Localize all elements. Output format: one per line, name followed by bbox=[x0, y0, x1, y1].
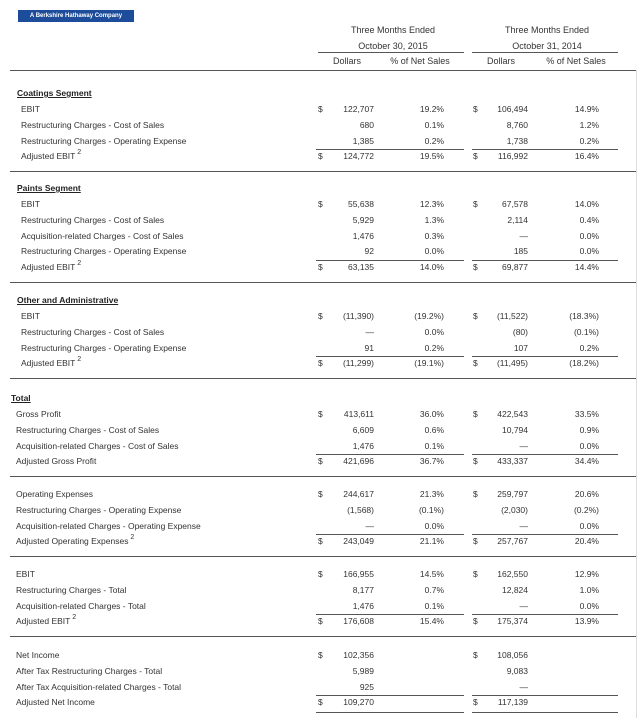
pct-2014: (18.2%) bbox=[569, 358, 599, 369]
dollars-2015: 92 bbox=[364, 246, 374, 257]
dollars-2015: — bbox=[365, 326, 374, 337]
pct-2014: 0.2% bbox=[579, 342, 599, 353]
pct-2015: 15.4% bbox=[419, 616, 444, 627]
dollars-2015: 243,049 bbox=[343, 536, 374, 547]
subtotal-rule bbox=[316, 534, 464, 535]
footnote-marker: 2 bbox=[128, 534, 135, 542]
currency-symbol: $ bbox=[318, 650, 323, 660]
row-label: Restructuring Charges - Operating Expense bbox=[21, 135, 187, 146]
subtotal-rule bbox=[316, 454, 464, 455]
dollars-2014: 2,114 bbox=[507, 214, 528, 225]
dollars-2014: 422,543 bbox=[497, 409, 528, 419]
dollars-2014: — bbox=[519, 600, 528, 611]
dollars-2014: 185 bbox=[513, 246, 528, 257]
pct-2015: 1.3% bbox=[424, 214, 444, 225]
pct-2014: 13.9% bbox=[574, 616, 599, 627]
row-label: After Tax Restructuring Charges - Total bbox=[16, 665, 163, 676]
row-label: Acquisition-related Charges - Operating Expense bbox=[16, 520, 201, 531]
subtotal-rule bbox=[472, 614, 618, 615]
currency-symbol: $ bbox=[318, 262, 323, 273]
currency-symbol: $ bbox=[473, 456, 478, 467]
pct-2014: 14.0% bbox=[574, 199, 599, 209]
row-label: Adjusted EBIT $^2$ bbox=[21, 260, 82, 273]
period2-title: Three Months Ended bbox=[504, 25, 590, 35]
currency-symbol: $ bbox=[473, 262, 478, 273]
currency-symbol: $ bbox=[473, 151, 478, 162]
pct-2015: 21.1% bbox=[419, 536, 444, 547]
pct-2015: (19.2%) bbox=[414, 311, 444, 321]
row-label: Restructuring Charges - Cost of Sales bbox=[21, 214, 165, 225]
col-pct-1: % of Net Sales bbox=[390, 56, 450, 66]
row-label: EBIT bbox=[21, 104, 40, 114]
pct-2014: 20.6% bbox=[574, 489, 599, 499]
pct-2015: 0.2% bbox=[424, 135, 444, 146]
dollars-2015: 91 bbox=[364, 342, 374, 353]
dollars-2014: (80) bbox=[512, 326, 528, 337]
dollars-2014: 433,337 bbox=[497, 456, 528, 467]
pct-2014: 14.9% bbox=[574, 104, 599, 114]
col-dollars-1: Dollars bbox=[332, 56, 361, 66]
currency-symbol: $ bbox=[318, 616, 323, 627]
section-title: Other and Administrative bbox=[17, 295, 119, 305]
section-rule bbox=[10, 171, 636, 172]
pct-2015: 0.1% bbox=[424, 119, 444, 130]
currency-symbol: $ bbox=[473, 569, 478, 579]
row-label: After Tax Acquisition-related Charges - Total bbox=[16, 681, 182, 692]
dollars-2015: 1,476 bbox=[352, 440, 374, 451]
subtotal-rule bbox=[316, 149, 464, 150]
pct-2014: 1.2% bbox=[579, 119, 599, 130]
pct-2015: 0.3% bbox=[424, 230, 444, 241]
pct-2015: 0.1% bbox=[424, 440, 444, 451]
footnote-marker: 2 bbox=[75, 356, 82, 364]
row-label: Restructuring Charges - Operating Expense bbox=[21, 342, 187, 353]
row-label: Restructuring Charges - Total bbox=[16, 584, 127, 595]
row-label: Gross Profit bbox=[16, 409, 61, 419]
pct-2014: (0.1%) bbox=[573, 326, 599, 337]
company-banner: A Berkshire Hathaway Company bbox=[18, 10, 134, 22]
pct-2015: 36.0% bbox=[419, 409, 444, 419]
pct-2014: 0.0% bbox=[579, 230, 599, 241]
currency-symbol: $ bbox=[318, 569, 323, 579]
dollars-2015: 1,476 bbox=[352, 230, 374, 241]
dollars-2015: 1,476 bbox=[352, 600, 374, 611]
group-rule bbox=[10, 476, 636, 477]
dollars-2014: 162,550 bbox=[497, 569, 528, 579]
pct-2015: 36.7% bbox=[419, 456, 444, 467]
row-label: EBIT bbox=[16, 569, 35, 579]
row-label: EBIT bbox=[21, 199, 40, 209]
subtotal-rule bbox=[472, 149, 618, 150]
dollars-2015: 5,989 bbox=[352, 665, 374, 676]
group-rule bbox=[10, 556, 636, 557]
currency-symbol: $ bbox=[318, 151, 323, 162]
row-label: Acquisition-related Charges - Total bbox=[16, 600, 146, 611]
dollars-2015: 166,955 bbox=[343, 569, 374, 579]
row-label: Acquisition-related Charges - Cost of Sales bbox=[16, 440, 179, 451]
currency-symbol: $ bbox=[318, 536, 323, 547]
dollars-2014: 259,797 bbox=[497, 489, 528, 499]
dollars-2015: 63,135 bbox=[348, 262, 374, 273]
dollars-2014: 10,794 bbox=[502, 424, 528, 435]
section-title: Coatings Segment bbox=[17, 88, 92, 98]
pct-2014: 16.4% bbox=[574, 151, 599, 162]
dollars-2014: — bbox=[519, 440, 528, 451]
header-rule bbox=[10, 70, 636, 71]
subtotal-rule bbox=[472, 260, 618, 261]
dollars-2015: 102,356 bbox=[343, 650, 374, 660]
currency-symbol: $ bbox=[473, 489, 478, 499]
dollars-2015: 421,696 bbox=[343, 456, 374, 467]
currency-symbol: $ bbox=[473, 311, 478, 321]
row-label: EBIT bbox=[21, 311, 40, 321]
pct-2014: (0.2%) bbox=[573, 504, 599, 515]
pct-2015: 21.3% bbox=[419, 489, 444, 499]
row-label: Restructuring Charges - Cost of Sales bbox=[21, 326, 165, 337]
dollars-2014: (11,522) bbox=[496, 311, 528, 321]
subtotal-rule bbox=[316, 356, 464, 357]
dollars-2014: (2,030) bbox=[501, 504, 528, 515]
period1-title: Three Months Ended bbox=[350, 25, 436, 35]
currency-symbol: $ bbox=[318, 456, 323, 467]
currency-symbol: $ bbox=[473, 104, 478, 114]
pct-2015: 14.0% bbox=[419, 262, 444, 273]
row-label: Acquisition-related Charges - Cost of Sales bbox=[21, 230, 184, 241]
currency-symbol: $ bbox=[318, 358, 323, 369]
period2-date: October 31, 2014 bbox=[512, 41, 582, 51]
dollars-2014: — bbox=[519, 230, 528, 241]
currency-symbol: $ bbox=[473, 616, 478, 627]
pct-2014: 20.4% bbox=[574, 536, 599, 547]
dollars-2015: 8,177 bbox=[352, 584, 374, 595]
dollars-2015: 6,609 bbox=[352, 424, 374, 435]
row-label: Restructuring Charges - Cost of Sales bbox=[16, 424, 160, 435]
currency-symbol: $ bbox=[473, 536, 478, 547]
period1-underline bbox=[318, 52, 464, 53]
dollars-2014: 1,738 bbox=[506, 135, 528, 146]
dollars-2015: 413,611 bbox=[343, 409, 374, 419]
row-label: Restructuring Charges - Operating Expense bbox=[21, 246, 187, 257]
final-rule bbox=[472, 712, 618, 713]
pct-2014: 1.0% bbox=[579, 584, 599, 595]
dollars-2014: 9,083 bbox=[506, 665, 528, 676]
pct-2014: 34.4% bbox=[574, 456, 599, 467]
dollars-2015: (11,390) bbox=[342, 311, 374, 321]
pct-2015: 0.0% bbox=[424, 520, 444, 531]
row-label: Adjusted Net Income bbox=[16, 697, 95, 708]
dollars-2014: 69,877 bbox=[502, 262, 528, 273]
currency-symbol: $ bbox=[318, 104, 323, 114]
pct-2015: 14.5% bbox=[419, 569, 444, 579]
footnote-marker: 2 bbox=[75, 260, 82, 268]
section-rule bbox=[10, 282, 636, 283]
dollars-2014: 8,760 bbox=[506, 119, 528, 130]
pct-2015: 19.5% bbox=[419, 151, 444, 162]
pct-2014: 0.0% bbox=[579, 440, 599, 451]
footnote-marker: 2 bbox=[75, 149, 82, 157]
section-rule bbox=[10, 378, 636, 379]
dollars-2015: 1,385 bbox=[352, 135, 374, 146]
pct-2014: 0.4% bbox=[579, 214, 599, 225]
pct-2014: 0.2% bbox=[579, 135, 599, 146]
pct-2015: 0.2% bbox=[424, 342, 444, 353]
pct-2014: 14.4% bbox=[574, 262, 599, 273]
subtotal-rule bbox=[472, 695, 618, 696]
currency-symbol: $ bbox=[473, 409, 478, 419]
dollars-2015: 122,707 bbox=[343, 104, 374, 114]
pct-2014: 0.0% bbox=[579, 520, 599, 531]
section-title: Paints Segment bbox=[17, 183, 81, 193]
pct-2015: (19.1%) bbox=[414, 358, 444, 369]
pct-2015: 12.3% bbox=[419, 199, 444, 209]
dollars-2014: 116,992 bbox=[497, 151, 528, 162]
dollars-2015: 680 bbox=[359, 119, 374, 130]
dollars-2015: 5,929 bbox=[352, 214, 374, 225]
dollars-2015: 109,270 bbox=[343, 697, 374, 708]
dollars-2014: 106,494 bbox=[497, 104, 528, 114]
currency-symbol: $ bbox=[473, 650, 478, 660]
row-label: Restructuring Charges - Cost of Sales bbox=[21, 119, 165, 130]
subtotal-rule bbox=[316, 614, 464, 615]
subtotal-rule bbox=[472, 454, 618, 455]
pct-2014: 0.0% bbox=[579, 600, 599, 611]
row-label: Operating Expenses bbox=[16, 489, 94, 499]
subtotal-rule bbox=[472, 356, 618, 357]
subtotal-rule bbox=[316, 695, 464, 696]
currency-symbol: $ bbox=[318, 199, 323, 209]
pct-2014: 12.9% bbox=[574, 569, 599, 579]
footnote-marker: 2 bbox=[70, 614, 77, 622]
currency-symbol: $ bbox=[318, 489, 323, 499]
dollars-2015: (11,299) bbox=[342, 358, 374, 369]
col-pct-2: % of Net Sales bbox=[546, 56, 606, 66]
pct-2014: 33.5% bbox=[574, 409, 599, 419]
period1-date: October 30, 2015 bbox=[358, 41, 428, 51]
currency-symbol: $ bbox=[318, 409, 323, 419]
currency-symbol: $ bbox=[473, 358, 478, 369]
row-label: Adjusted Gross Profit bbox=[16, 456, 97, 467]
pct-2014: 0.0% bbox=[579, 246, 599, 257]
row-label: Adjusted Operating Expenses $^2$ bbox=[16, 534, 135, 547]
row-label: Adjusted EBIT $^2$ bbox=[21, 356, 82, 369]
pct-2015: 0.0% bbox=[424, 246, 444, 257]
group-rule bbox=[10, 636, 636, 637]
pct-2014: (18.3%) bbox=[569, 311, 599, 321]
currency-symbol: $ bbox=[473, 199, 478, 209]
dollars-2014: 107 bbox=[513, 342, 528, 353]
dollars-2014: 67,578 bbox=[502, 199, 528, 209]
dollars-2014: (11,495) bbox=[496, 358, 528, 369]
pct-2015: (0.1%) bbox=[418, 504, 444, 515]
pct-2015: 0.1% bbox=[424, 600, 444, 611]
dollars-2014: — bbox=[519, 681, 528, 692]
row-label: Adjusted EBIT $^2$ bbox=[21, 149, 82, 162]
dollars-2014: — bbox=[519, 520, 528, 531]
pct-2015: 19.2% bbox=[419, 104, 444, 114]
dollars-2014: 12,824 bbox=[502, 584, 528, 595]
final-rule bbox=[316, 712, 464, 713]
row-label: Restructuring Charges - Operating Expense bbox=[16, 504, 182, 515]
col-dollars-2: Dollars bbox=[486, 56, 515, 66]
dollars-2015: 244,617 bbox=[343, 489, 374, 499]
dollars-2015: 124,772 bbox=[343, 151, 374, 162]
pct-2014: 0.9% bbox=[579, 424, 599, 435]
right-border bbox=[636, 70, 637, 718]
row-label: Adjusted EBIT $^2$ bbox=[16, 614, 77, 627]
dollars-2015: 925 bbox=[359, 681, 374, 692]
dollars-2015: 176,608 bbox=[343, 616, 374, 627]
dollars-2015: 55,638 bbox=[348, 199, 374, 209]
dollars-2014: 108,056 bbox=[497, 650, 528, 660]
section-title-total: Total bbox=[11, 393, 31, 403]
pct-2015: 0.0% bbox=[424, 326, 444, 337]
subtotal-rule bbox=[472, 534, 618, 535]
currency-symbol: $ bbox=[473, 697, 478, 708]
row-label: Net Income bbox=[16, 650, 60, 660]
period2-underline bbox=[472, 52, 618, 53]
dollars-2014: 257,767 bbox=[497, 536, 528, 547]
pct-2015: 0.6% bbox=[424, 424, 444, 435]
currency-symbol: $ bbox=[318, 311, 323, 321]
subtotal-rule bbox=[316, 260, 464, 261]
dollars-2015: (1,568) bbox=[347, 504, 374, 515]
dollars-2014: 175,374 bbox=[497, 616, 528, 627]
pct-2015: 0.7% bbox=[424, 584, 444, 595]
dollars-2015: — bbox=[365, 520, 374, 531]
currency-symbol: $ bbox=[318, 697, 323, 708]
dollars-2014: 117,139 bbox=[497, 697, 528, 708]
